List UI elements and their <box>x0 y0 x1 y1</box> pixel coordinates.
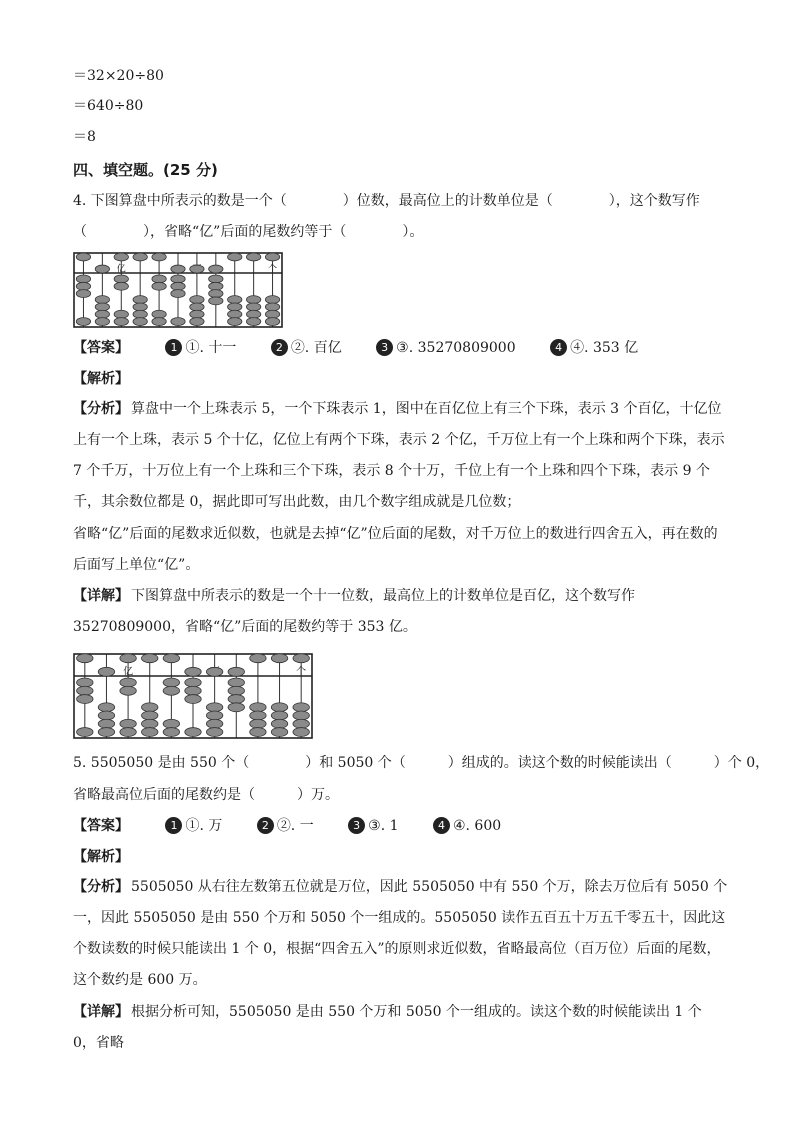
section-title: 四、填空题。(25 分) <box>73 161 218 179</box>
abacus-lower-bead <box>98 728 114 737</box>
fenxi-tag: 【分析】 <box>73 879 129 895</box>
abacus-lower-bead <box>185 686 201 695</box>
abacus-upper-bead <box>246 253 260 261</box>
abacus-lower-bead <box>95 310 109 318</box>
circled-number-1: 1 <box>165 339 182 356</box>
abacus-upper-bead <box>171 265 185 273</box>
abacus-lower-bead <box>246 318 260 326</box>
abacus-lower-bead <box>250 703 266 712</box>
abacus-lower-bead <box>228 686 244 695</box>
abacus-lower-bead <box>133 318 147 326</box>
calc-line-1: ＝32×20÷80 <box>73 68 164 84</box>
circled-number-3: 3 <box>348 817 365 834</box>
abacus-place-label: 个 <box>296 666 307 678</box>
abacus-lower-bead <box>142 711 158 720</box>
abacus-upper-bead <box>206 667 222 676</box>
q4-analysis-paragraph <box>73 394 729 518</box>
abacus-lower-bead <box>209 290 223 298</box>
xiangjie-tag: 【详解】 <box>73 1004 129 1020</box>
abacus-lower-bead <box>163 678 179 687</box>
abacus-upper-bead <box>185 667 201 676</box>
abacus-lower-bead <box>185 728 201 737</box>
answer-tag: 【答案】 <box>73 818 129 834</box>
abacus-lower-bead <box>206 719 222 728</box>
abacus-lower-bead <box>228 695 244 704</box>
abacus-lower-bead <box>250 728 266 737</box>
circled-number-1: 1 <box>165 817 182 834</box>
abacus-lower-bead <box>163 686 179 695</box>
abacus-lower-bead <box>95 303 109 311</box>
abacus-lower-bead <box>250 719 266 728</box>
abacus-lower-bead <box>114 318 128 326</box>
abacus-lower-bead <box>246 303 260 311</box>
abacus-lower-bead <box>133 310 147 318</box>
abacus-figure-1 <box>73 252 283 328</box>
abacus-upper-bead <box>133 253 147 261</box>
abacus-lower-bead <box>76 318 90 326</box>
abacus-lower-bead <box>250 711 266 720</box>
abacus-lower-bead <box>163 719 179 728</box>
abacus-lower-bead <box>293 711 309 720</box>
abacus-lower-bead <box>209 275 223 283</box>
q5-answer-item: 3 ③. 1 <box>348 816 398 836</box>
q5-question-line-1: 5. 5505050 是由 550 个（ ）和 5050 个（ ）组成的。读这个数的时候能读出（ ）个 0， <box>73 755 770 771</box>
abacus-lower-bead <box>228 318 242 326</box>
abacus-lower-bead <box>171 275 185 283</box>
abacus-lower-bead <box>152 310 166 318</box>
answer-tag: 【答案】 <box>73 340 129 356</box>
q4-answer-item: 3 ③. 35270809000 <box>376 338 515 358</box>
abacus-lower-bead <box>171 290 185 298</box>
circled-number-3: 3 <box>376 339 393 356</box>
abacus-lower-bead <box>120 728 136 737</box>
abacus-lower-bead <box>114 310 128 318</box>
q4-question-line-2: （ ），省略“亿”后面的尾数约等于（ ）。 <box>73 224 424 240</box>
abacus-lower-bead <box>190 296 204 304</box>
abacus-lower-bead <box>265 310 279 318</box>
abacus-upper-bead <box>114 253 128 261</box>
abacus-upper-bead <box>271 654 287 663</box>
abacus-lower-bead <box>206 703 222 712</box>
abacus-lower-bead <box>95 296 109 304</box>
q5-fenxi-text: 5505050 从右往左数第五位就是万位，因此 5505050 中有 550 个万，除去万位后有 5050 个一，因此 5505050 是由 550 个万和 5050 个一组成的。5505050 读作五百五十万五千零五十，因此这个数读数的时候只能读出 1 个 0，根据“四舍五入”的原则求近似数，省略最高位（百万位）后面的尾数，这个数约是 600 万。 <box>73 879 728 988</box>
abacus-upper-bead <box>98 667 114 676</box>
q5-answer-item: 4 ④. 600 <box>433 816 501 836</box>
abacus-lower-bead <box>271 711 287 720</box>
abacus-lower-bead <box>142 728 158 737</box>
abacus-lower-bead <box>228 296 242 304</box>
abacus-lower-bead <box>114 275 128 283</box>
abacus-lower-bead <box>228 678 244 687</box>
abacus-lower-bead <box>98 703 114 712</box>
abacus-figure-2 <box>73 653 313 739</box>
q4-analysis-paragraph-2: 省略“亿”后面的尾数求近似数，也就是去掉“亿”位后面的尾数，对千万位上的数进行四舍五入，再在数的后面写上单位“亿”。 <box>73 526 718 573</box>
abacus-upper-bead <box>228 253 242 261</box>
circled-number-4: 4 <box>550 339 567 356</box>
abacus-lower-bead <box>209 282 223 290</box>
abacus-lower-bead <box>171 318 185 326</box>
abacus-lower-bead <box>120 719 136 728</box>
abacus-lower-bead <box>206 728 222 737</box>
abacus-lower-bead <box>120 678 136 687</box>
abacus-lower-bead <box>152 318 166 326</box>
abacus-lower-bead <box>120 686 136 695</box>
q5-answer-item: 1 ①. 万 <box>165 816 222 836</box>
fenxi-tag: 【分析】 <box>73 401 129 417</box>
abacus-upper-bead <box>228 667 244 676</box>
abacus-lower-bead <box>133 303 147 311</box>
abacus-lower-bead <box>185 678 201 687</box>
abacus-lower-bead <box>265 318 279 326</box>
abacus-lower-bead <box>293 719 309 728</box>
abacus-upper-bead <box>163 654 179 663</box>
abacus-upper-bead <box>76 253 90 261</box>
abacus-lower-bead <box>152 275 166 283</box>
q4-answer-row <box>73 338 638 358</box>
circled-number-2: 2 <box>257 817 274 834</box>
abacus-place-label: 个 <box>268 264 278 275</box>
abacus-lower-bead <box>228 310 242 318</box>
q5-analysis-paragraph <box>73 872 729 996</box>
abacus-lower-bead <box>142 703 158 712</box>
abacus-lower-bead <box>171 282 185 290</box>
abacus-lower-bead <box>190 303 204 311</box>
abacus-lower-bead <box>76 275 90 283</box>
q4-answer-item: 1 ①. 十一 <box>165 338 236 358</box>
q4-answer-item: 4 ④. 353 亿 <box>550 338 638 358</box>
q5-answer-item: 2 ②. 一 <box>257 816 314 836</box>
abacus-upper-bead <box>265 253 279 261</box>
abacus-lower-bead <box>271 703 287 712</box>
calc-line-3: ＝8 <box>73 129 96 145</box>
abacus-lower-bead <box>114 282 128 290</box>
q4-answer-item: 2 ②. 百亿 <box>271 338 342 358</box>
q4-xiangjie-text: 下图算盘中所表示的数是一个十一位数，最高位上的计数单位是百亿，这个数写作 35270809000，省略“亿”后面的尾数约等于 353 亿。 <box>73 588 635 635</box>
calc-line-2: ＝640÷80 <box>73 98 144 114</box>
abacus-lower-bead <box>293 703 309 712</box>
abacus-lower-bead <box>152 282 166 290</box>
abacus-upper-bead <box>152 253 166 261</box>
q5-question-line-2: 省略最高位后面的尾数约是（ ）万。 <box>73 787 339 803</box>
q5-answer-row <box>73 816 501 836</box>
abacus-lower-bead <box>76 290 90 298</box>
abacus-lower-bead <box>190 310 204 318</box>
abacus-place-label: 亿 <box>116 264 126 275</box>
abacus-lower-bead <box>190 318 204 326</box>
abacus-place-label: 亿 <box>123 666 134 678</box>
abacus-upper-bead <box>142 654 158 663</box>
abacus-lower-bead <box>77 695 93 704</box>
abacus-lower-bead <box>271 728 287 737</box>
abacus-lower-bead <box>228 703 244 712</box>
abacus-lower-bead <box>163 728 179 737</box>
abacus-lower-bead <box>209 297 223 305</box>
q4-detail-paragraph <box>73 581 729 643</box>
abacus-lower-bead <box>293 728 309 737</box>
circled-number-4: 4 <box>433 817 450 834</box>
abacus-lower-bead <box>265 296 279 304</box>
abacus-upper-bead <box>190 265 204 273</box>
q4-fenxi-text: 算盘中一个上珠表示 5，一个下珠表示 1，图中在百亿位上有三个下珠，表示 3 个百亿，十亿位上有一个上珠，表示 5 个十亿，亿位上有两个下珠，表示 2 个亿，千万位上有一个上珠和两个下珠，表示 7 个千万，十万位上有一个上珠和三个下珠，表示 8 个十万，千位上有一个上珠和四个下珠，表示 9 个千，其余数位都是 0，据此即可写出此数，由几个数字组成就是几位数； <box>73 401 725 510</box>
abacus-upper-bead <box>209 265 223 273</box>
abacus-lower-bead <box>98 711 114 720</box>
abacus-lower-bead <box>185 695 201 704</box>
abacus-lower-bead <box>142 719 158 728</box>
q5-xiangjie-text: 根据分析可知，5505050 是由 550 个万和 5050 个一组成的。读这个数的时候能读出 1 个 0，省略 <box>73 1004 702 1051</box>
abacus-lower-bead <box>246 310 260 318</box>
abacus-upper-bead <box>293 654 309 663</box>
abacus-upper-bead <box>77 654 93 663</box>
abacus-lower-bead <box>206 711 222 720</box>
abacus-lower-bead <box>265 303 279 311</box>
abacus-lower-bead <box>98 719 114 728</box>
abacus-lower-bead <box>133 296 147 304</box>
circled-number-2: 2 <box>271 339 288 356</box>
abacus-lower-bead <box>77 678 93 687</box>
abacus-lower-bead <box>95 318 109 326</box>
abacus-lower-bead <box>246 296 260 304</box>
q4-analysis-tag: 【解析】 <box>73 371 129 387</box>
xiangjie-tag: 【详解】 <box>73 588 129 604</box>
abacus-upper-bead <box>250 654 266 663</box>
abacus-lower-bead <box>228 303 242 311</box>
abacus-upper-bead <box>120 654 136 663</box>
q4-question-line-1: 4. 下图算盘中所表示的数是一个（ ）位数，最高位上的计数单位是（ ），这个数写作 <box>73 193 700 209</box>
abacus-lower-bead <box>76 282 90 290</box>
abacus-lower-bead <box>271 719 287 728</box>
abacus-upper-bead <box>95 265 109 273</box>
q5-analysis-tag: 【解析】 <box>73 849 129 865</box>
abacus-lower-bead <box>77 728 93 737</box>
q5-detail-paragraph <box>73 997 729 1059</box>
abacus-lower-bead <box>77 686 93 695</box>
